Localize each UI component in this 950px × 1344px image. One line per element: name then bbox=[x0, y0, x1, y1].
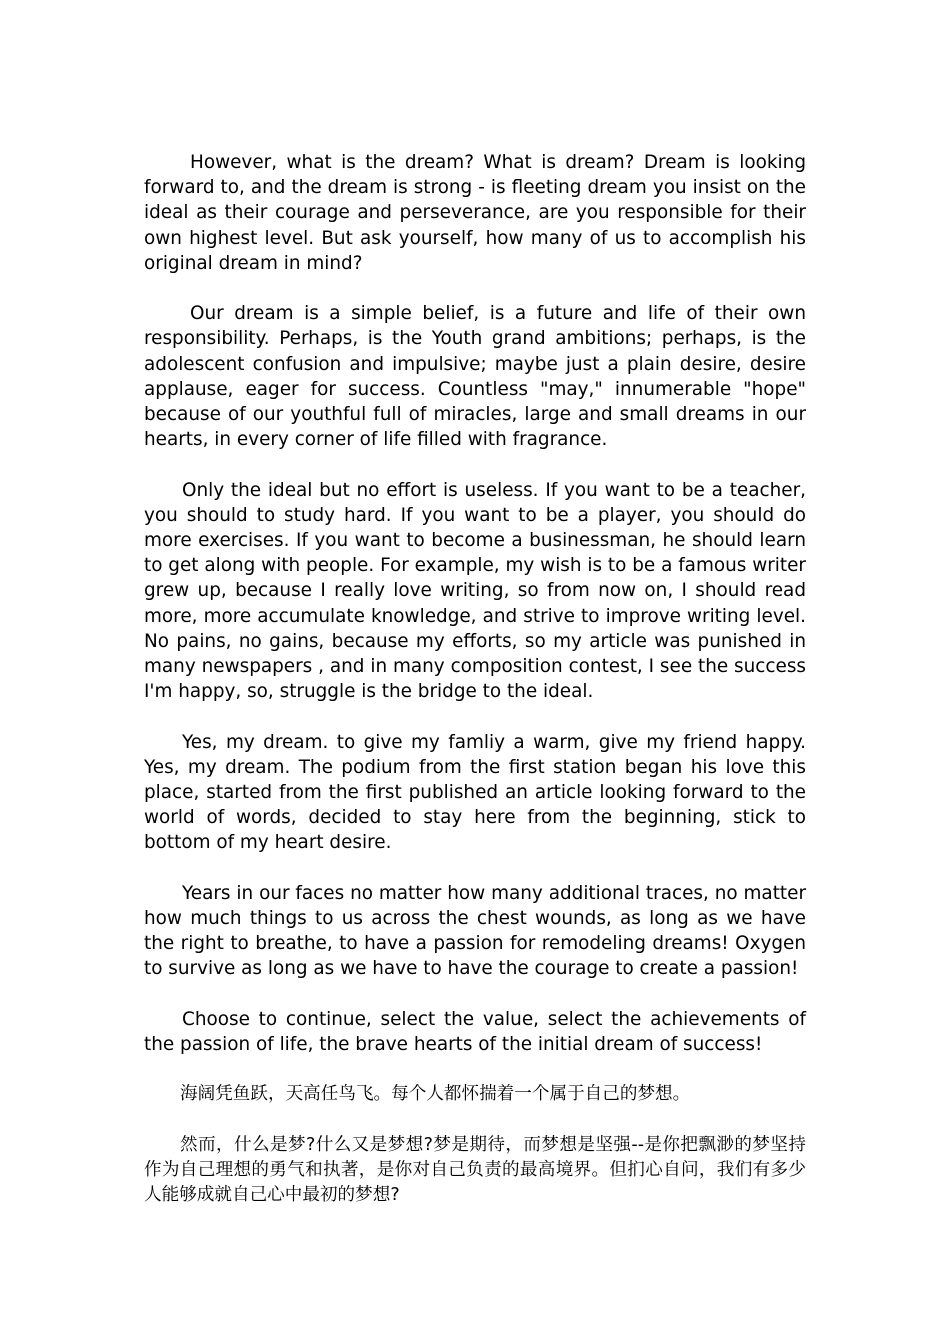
paragraph-chinese-dream-question: 然而，什么是梦?什么又是梦想?梦是期待，而梦想是坚强--是你把飘渺的梦坚持作为自己理想的勇气和执著，是你对自己负责的最高境界。但扪心自问，我们有多少人能够成就自己心中最初的梦想? bbox=[144, 1134, 806, 1206]
document-body bbox=[144, 150, 806, 1234]
paragraph-chinese-proverb: 海阔凭鱼跃，天高任鸟飞。每个人都怀揣着一个属于自己的梦想。 bbox=[180, 1084, 691, 1105]
paragraph-years-traces: Years in our faces no matter how many additional traces, no matter how much things to us across the chest wounds, as long as we have the right to breathe, to have a passion for remodeling dreams! Oxygen to survive as long as we have to have the courage to create a passion! bbox=[144, 882, 806, 980]
paragraph-my-dream: Yes, my dream. to give my famliy a warm, give my friend happy. Yes, my dream. The podium from the first station began his love this place, started from the first published an article looking forward to the world of words, decided to stay here from the beginning, stick to bottom of my heart desire. bbox=[144, 731, 806, 854]
paragraph-simple-belief: Our dream is a simple belief, is a future and life of their own responsibility. Perhaps, is the Youth grand ambitions; perhaps, is the adolescent confusion and impulsive; maybe just a plain desire, desire applause, eager for success. Countless "may," innumerable "hope" because of our youthful full of miracles, large and small dreams in our hearts, in every corner of life filled with fragrance. bbox=[144, 303, 806, 451]
paragraph-dream-question: However, what is the dream? What is dream? Dream is looking forward to, and the dream is strong - is fleeting dream you insist on the ideal as their courage and perseverance, are you responsible for their own highest level. But ask yourself, how many of us to accomplish his original dream in mind? bbox=[144, 152, 806, 274]
paragraph-choose-continue: Choose to continue, select the value, select the achievements of the passion of life, the brave hearts of the initial dream of success! bbox=[144, 1008, 806, 1056]
paragraph-effort: Only the ideal but no effort is useless. If you want to be a teacher, you should to study hard. If you want to be a player, you should do more exercises. If you want to become a businessman, he should learn to get along with people. For example, my wish is to be a famous writer grew up, because I really love writing, so from now on, I should read more, more accumulate knowledge, and strive to improve writing level. No pains, no gains, because my efforts, so my article was punished in many newspapers , and in many composition contest, I see the success I'm happy, so, struggle is the bridge to the ideal. bbox=[144, 479, 806, 703]
